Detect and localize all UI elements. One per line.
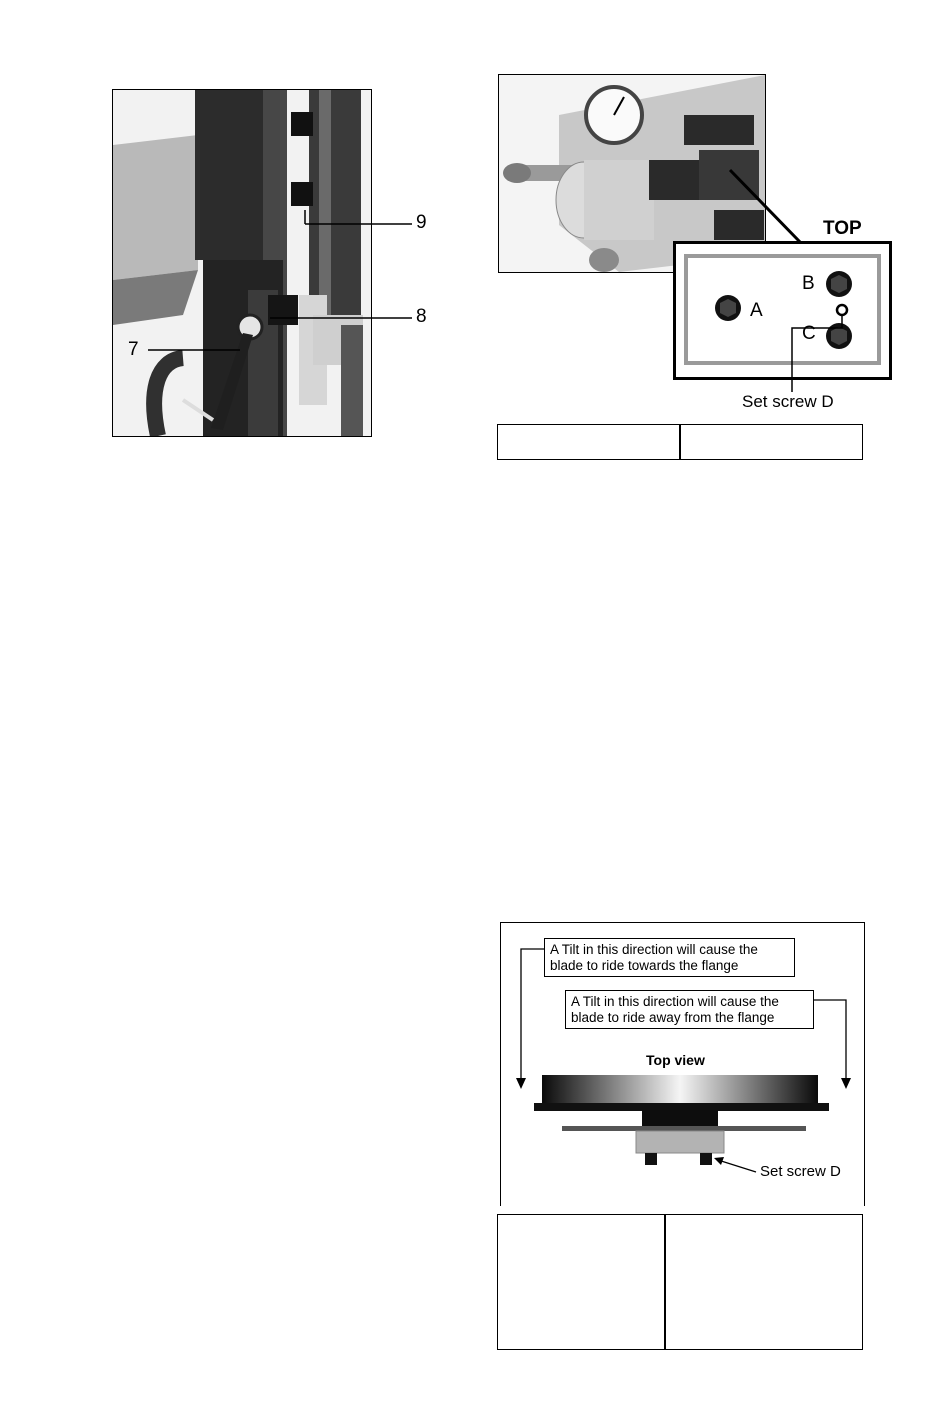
screw-b-label: B — [802, 273, 815, 294]
top-view-title: Top view — [646, 1052, 705, 1068]
set-screw-d-label: Set screw D — [742, 392, 834, 411]
tilt-away-note: A Tilt in this direction will cause the blade to ride away from the flange — [565, 990, 814, 1029]
callout-8: 8 — [416, 306, 427, 327]
top-label: TOP — [823, 218, 862, 239]
callout-7: 7 — [128, 339, 139, 360]
tilt-towards-note: A Tilt in this direction will cause the blade to ride towards the flange — [544, 938, 795, 977]
top-view-set-screw-label: Set screw D — [760, 1163, 841, 1180]
screw-c-label: C — [802, 323, 816, 344]
screw-a-label: A — [750, 300, 763, 321]
figure3-caption-cell-left — [497, 1214, 666, 1350]
callout-9: 9 — [416, 212, 427, 233]
figure3-caption-cell-right — [664, 1214, 863, 1350]
